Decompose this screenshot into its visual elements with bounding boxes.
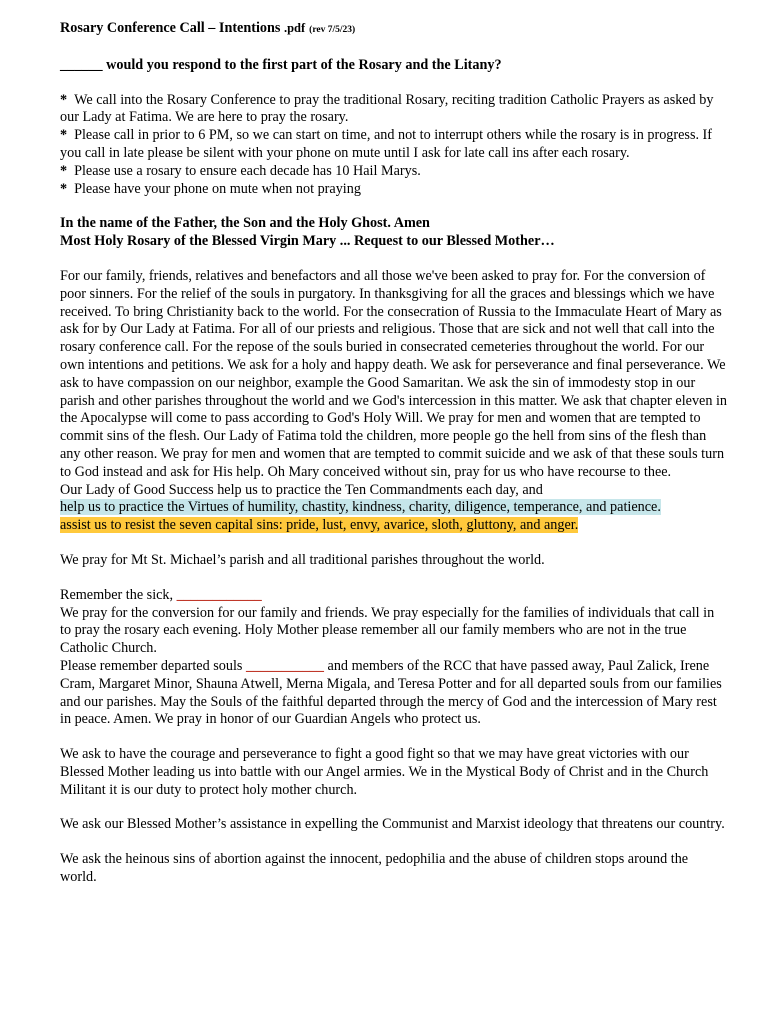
- instruction-list: [60, 92, 728, 199]
- bullet-star: *: [60, 180, 68, 197]
- departed-text: and members of the RCC that have passed away, Paul Zalick, Irene Cram, Margaret Minor, Shauna Atwell, Merna Migala, and Teresa Potter and for all departed souls from our families and our parishes. May the Souls of the faithful departed through the mercy of God and the intercession of Mary rest in peace. Amen. We pray in honor of our Guardian Angels who protect us.: [60, 657, 722, 728]
- remember-sick-line: [60, 587, 728, 605]
- bullet-star: *: [60, 162, 68, 179]
- title-text: Rosary Conference Call – Intentions: [60, 20, 281, 36]
- question-line: ______ would you respond to the first part of the Rosary and the Litany?: [60, 56, 502, 73]
- document-page: [60, 20, 728, 887]
- instruction-item: [60, 163, 728, 181]
- title-extension: .pdf: [283, 21, 306, 35]
- departed-prefix: Please remember departed souls: [60, 657, 243, 674]
- instruction-item: [60, 92, 728, 128]
- departed-blank: ___________: [245, 657, 324, 674]
- remember-section: [60, 587, 728, 729]
- instruction-text: Please have your phone on mute when not praying: [74, 180, 361, 197]
- rosary-request-line: Most Holy Rosary of the Blessed Virgin Mary ... Request to our Blessed Mother…: [60, 233, 555, 250]
- sign-of-cross-line: In the name of the Father, the Son and the Holy Ghost. Amen: [60, 215, 430, 232]
- revision-date: (rev 7/5/23): [309, 25, 356, 35]
- intentions-text: For our family, friends, relatives and benefactors and all those we've been asked to pray for. For the conversion of poor sinners. For the relief of the souls in purgatory. In thanksgiving for all the graces and blessings which we have received. To bring Christianity back to the world. For the consecration of Russia to the Immaculate Heart of Mary as ask for by Our Lady at Fatima. For all of our priests and religious. Those that are sick and not well that call into the rosary conference call. For the repose of the souls buried in consecrated cemeteries throughout the world. For our own intentions and petitions. We ask for a holy and happy death. We ask for perseverance and final perseverance. We ask to have compassion on our neighbor, example the Good Samaritan. We ask the sin of immodesty stop in our parish and other parishes throughout the world and we God's intercession in this matter. We ask that chapter eleven in the Apocalypse will come to pass according to God's Holy Will. We pray for men and women that are tempted to commit sins of the flesh. Our Lady of Fatima told the children, more people go the hell from sins of the flesh than any other reason. We pray for men and women that are tempted to commit suicide and we ask of that these souls turn to God instead and ask for His help. Oh Mary conceived without sin, pray for us who have recourse to thee.: [60, 267, 728, 480]
- bullet-star: *: [60, 91, 68, 108]
- family-paragraph: We pray for the conversion for our family and friends. We pray especially for the families of individuals that call in to pray the rosary each evening. Holy Mother please remember all our family members who are not in the true Catholic Church.: [60, 604, 715, 657]
- document-title: [60, 20, 728, 40]
- abortion-paragraph: We ask the heinous sins of abortion against the innocent, pedophilia and the abuse of children stops around the world.: [60, 851, 689, 886]
- capital-sins-highlight: assist us to resist the seven capital sins: pride, lust, envy, avarice, sloth, gluttony, and anger.: [60, 517, 579, 534]
- communist-paragraph: We ask our Blessed Mother’s assistance in expelling the Communist and Marxist ideology that threatens our country.: [60, 816, 725, 833]
- good-success-line: Our Lady of Good Success help us to practice the Ten Commandments each day, and: [60, 481, 543, 498]
- parish-paragraph: We pray for Mt St. Michael’s parish and all traditional parishes throughout the world.: [60, 551, 545, 568]
- departed-paragraph: [60, 658, 728, 729]
- instruction-text: We call into the Rosary Conference to pray the traditional Rosary, reciting tradition Catholic Prayers as asked by our Lady at Fatima. We are here to pray the rosary.: [60, 91, 714, 126]
- intentions-paragraph: [60, 268, 728, 535]
- sick-blank: ____________: [176, 586, 262, 603]
- remember-sick-text: Remember the sick,: [60, 586, 174, 603]
- courage-paragraph: We ask to have the courage and perseverance to fight a good fight so that we may have great victories with our Blessed Mother leading us into battle with our Angel armies. We in the Mystical Body of Christ and in the Church Militant it is our duty to protect holy mother church.: [60, 746, 709, 798]
- instruction-text: Please call in prior to 6 PM, so we can start on time, and not to interrupt others while the rosary is in progress. If you call in late please be silent with your phone on mute until I ask for late call ins after each rosary.: [60, 127, 713, 161]
- instruction-item: [60, 181, 728, 199]
- instruction-text: Please use a rosary to ensure each decade has 10 Hail Marys.: [74, 162, 421, 179]
- instruction-item: [60, 127, 728, 163]
- bullet-star: *: [60, 127, 68, 144]
- opening-heading: [60, 215, 728, 251]
- virtues-highlight: help us to practice the Virtues of humility, chastity, kindness, charity, diligence, temperance, and patience.: [60, 499, 661, 516]
